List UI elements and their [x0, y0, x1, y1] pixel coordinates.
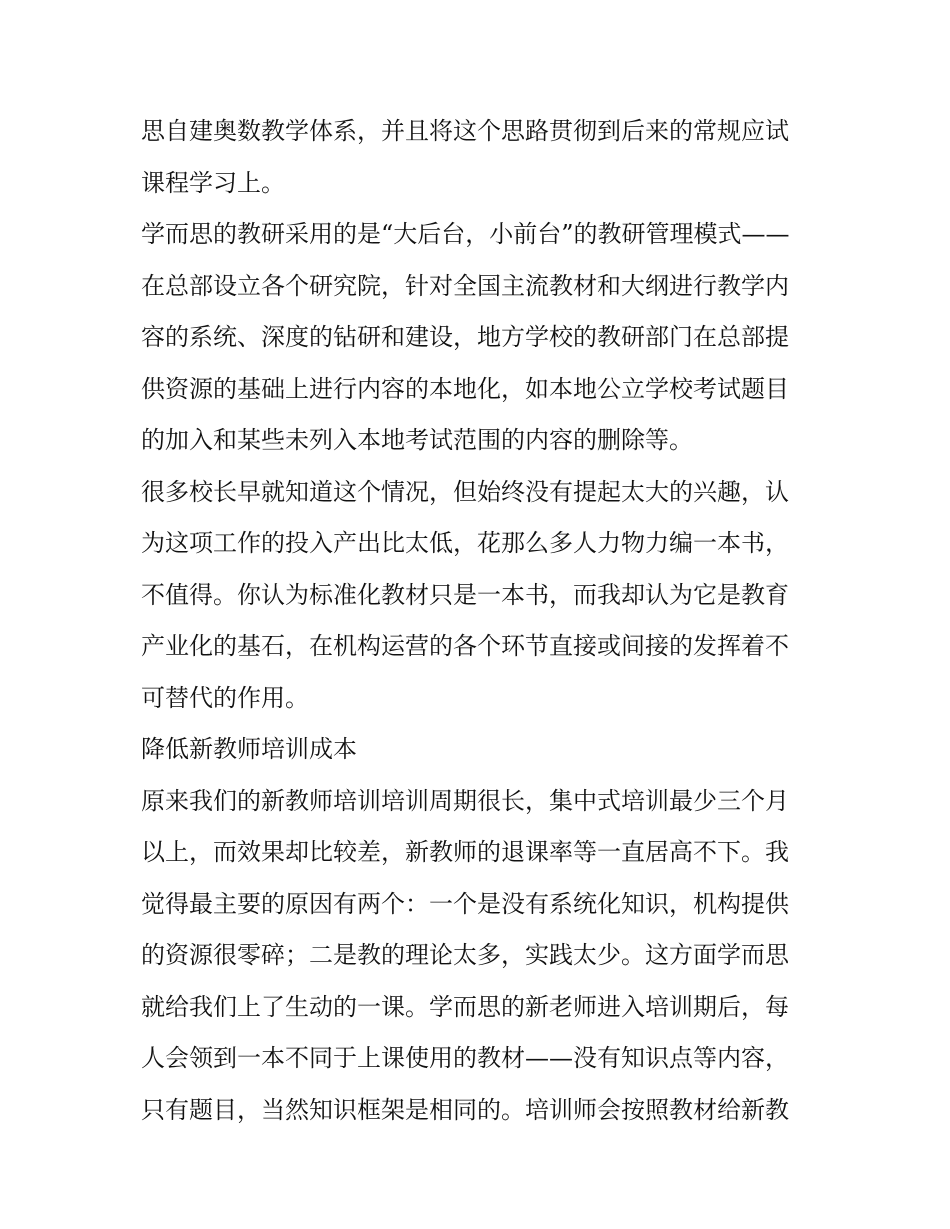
text-line: 的资源很零碎；二是教的理论太多，实践太少。这方面学而思 [141, 941, 789, 969]
text-line: 以上，而效果却比较差，新教师的退课率等一直居高不下。我 [141, 838, 789, 866]
text-line: 就给我们上了生动的一课。学而思的新老师进入培训期后，每 [141, 992, 789, 1021]
text-line: 觉得最主要的原因有两个：一个是没有系统化知识，机构提供 [141, 889, 789, 918]
text-line: 可替代的作用。 [141, 683, 309, 712]
body-text [141, 106, 817, 1136]
text-line: 只有题目，当然知识框架是相同的。培训师会按照教材给新教 [141, 1095, 789, 1124]
text-line: 人会领到一本不同于上课使用的教材——没有知识点等内容， [141, 1044, 789, 1072]
text-line: 容的系统、深度的钻研和建设，地方学校的教研部门在总部提 [141, 323, 789, 351]
text-line: 课程学习上。 [141, 168, 285, 197]
text-line: 思自建奥数教学体系，并且将这个思路贯彻到后来的常规应试 [141, 117, 789, 145]
text-line: 产业化的基石，在机构运营的各个环节直接或间接的发挥着不 [141, 632, 789, 660]
text-line: 学而思的教研采用的是“大后台，小前台”的教研管理模式—— [141, 220, 790, 248]
text-line: 供资源的基础上进行内容的本地化，如本地公立学校考试题目 [141, 374, 789, 403]
text-line: 的加入和某些未列入本地考试范围的内容的删除等。 [141, 426, 693, 454]
section-heading: 降低新教师培训成本 [141, 735, 357, 763]
text-line: 很多校长早就知道这个情况，但始终没有提起太大的兴趣，认 [141, 477, 789, 506]
text-line: 为这项工作的投入产出比太低，花那么多人力物力编一本书， [141, 529, 789, 557]
text-line: 在总部设立各个研究院，针对全国主流教材和大纲进行教学内 [141, 271, 789, 300]
text-line: 原来我们的新教师培训培训周期很长，集中式培训最少三个月 [141, 786, 789, 815]
text-line: 不值得。你认为标准化教材只是一本书，而我却认为它是教育 [141, 580, 789, 609]
